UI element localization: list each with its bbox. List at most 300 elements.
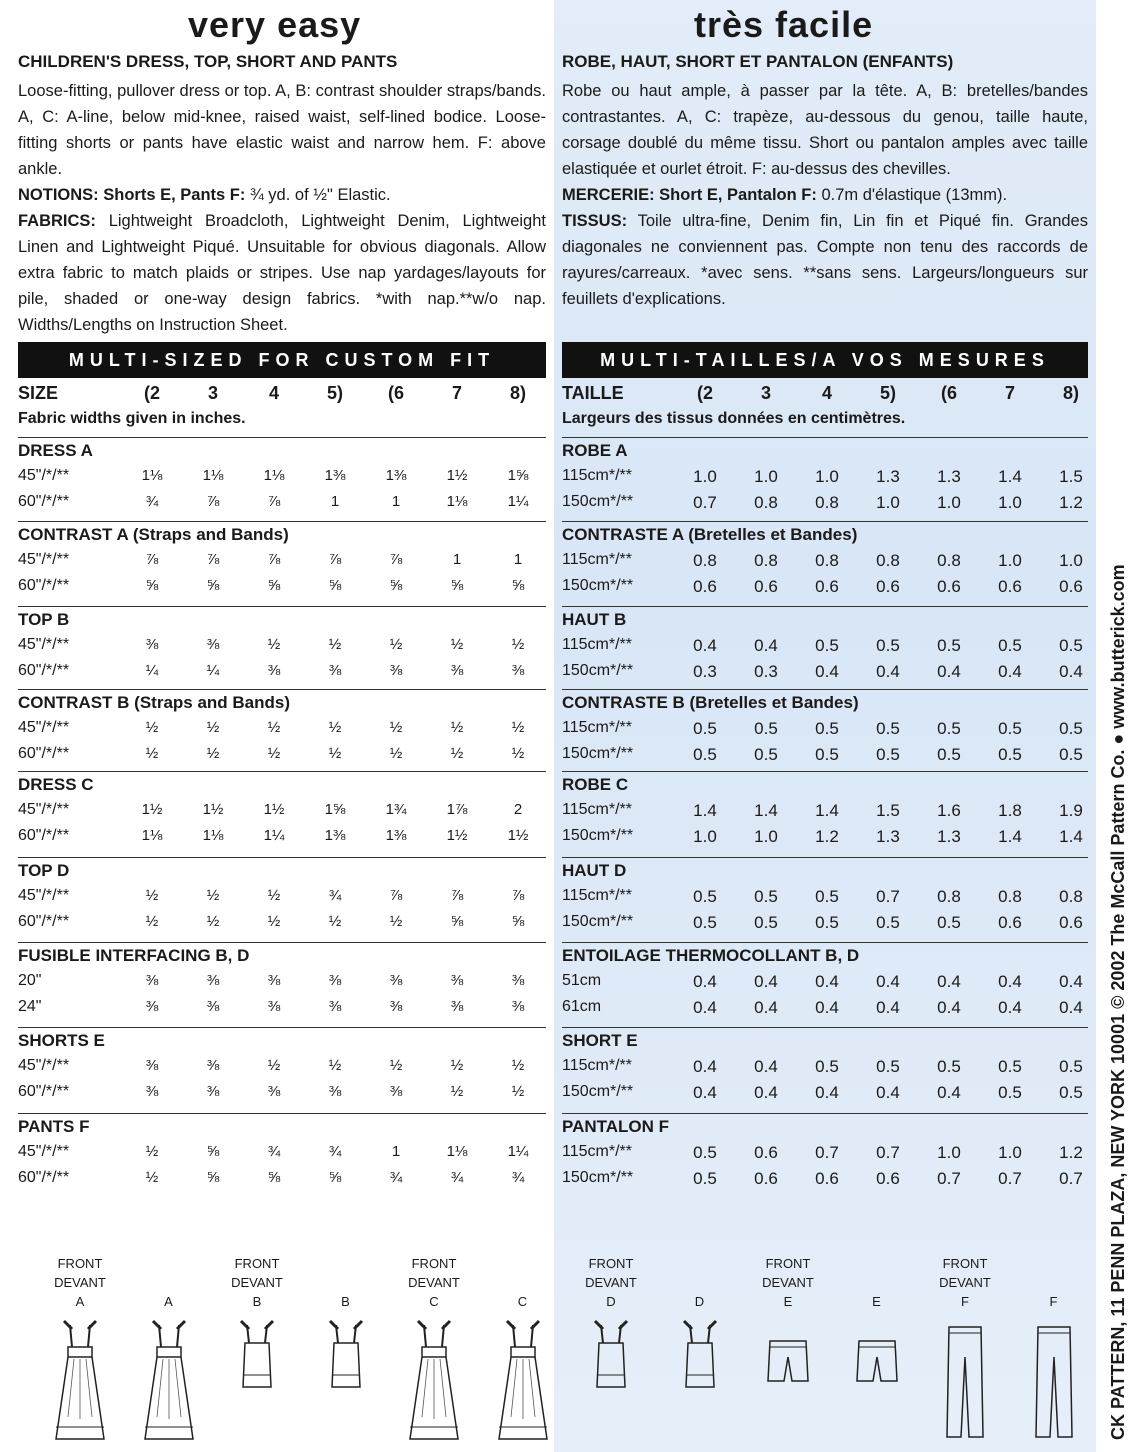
yardage-cell: ½ <box>267 913 281 930</box>
yardage-cell: 0.8 <box>998 887 1022 906</box>
yardage-cell: 0.5 <box>1059 1083 1083 1102</box>
yardage-cell: 0.8 <box>937 551 961 570</box>
yardage-cell: 1⅛ <box>446 493 468 510</box>
width-label: 45"/*/** <box>18 887 70 904</box>
yardage-cell: 0.5 <box>876 913 900 932</box>
yardage-cell: 0.6 <box>876 577 900 596</box>
yardage-cell: 0.5 <box>1059 719 1083 738</box>
yardage-cell: ½ <box>328 745 342 762</box>
yardage-cell: ¾ <box>328 1143 342 1160</box>
figure-c <box>404 1254 464 1445</box>
size-header: TAILLE <box>562 383 624 403</box>
yardage-cell: ½ <box>450 719 464 736</box>
figure-devant-label <box>670 1273 730 1292</box>
tissus-text: Toile ultra-fine, Denim fin, Lin fin et Piqué fin. Grandes diagonales ne conviennent pas. Compte non tenu des raccords de rayures/carreaux. *avec sens. **sans sens. Largeurs/longueurs sur feuillets d'explications. <box>562 212 1088 308</box>
yardage-cell: ⅜ <box>267 662 281 679</box>
section-divider <box>562 689 1088 690</box>
yardage-cell: 0.5 <box>693 745 717 764</box>
yardage-cell: 0.4 <box>693 1083 717 1102</box>
yardage-cell: 0.4 <box>937 998 961 1017</box>
yardage-cell: 0.4 <box>876 972 900 991</box>
figure-front-label <box>847 1254 907 1273</box>
figure-letter: A <box>164 1294 173 1309</box>
figure-front-label: FRONT <box>57 1256 103 1271</box>
yardage-cell: 1.4 <box>998 827 1022 846</box>
section-divider <box>562 437 1088 438</box>
yardage-cell: 0.4 <box>754 1057 778 1076</box>
width-label: 60"/*/** <box>18 577 70 594</box>
figure-front-label <box>316 1254 376 1273</box>
yardage-cell: 0.5 <box>815 1057 839 1076</box>
yardage-cell: 0.6 <box>998 913 1022 932</box>
yardage-cell: ⅜ <box>389 998 403 1015</box>
yardage-cell: ⅞ <box>389 551 403 568</box>
yardage-cell: ⅞ <box>206 551 220 568</box>
yardage-cell: ½ <box>389 913 403 930</box>
yardage-cell: ⅜ <box>450 662 464 679</box>
headline-fr: très facile <box>694 4 874 45</box>
yardage-cell: ¾ <box>389 1169 403 1186</box>
yardage-cell: ⅝ <box>267 577 281 594</box>
yardage-cell: ¾ <box>511 1169 525 1186</box>
yardage-cell: ⅞ <box>206 493 220 510</box>
yardage-cell: 0.5 <box>693 913 717 932</box>
section-title: PANTALON F <box>562 1117 670 1136</box>
yardage-cell: 0.6 <box>998 577 1022 596</box>
yardage-cell: 0.5 <box>693 887 717 906</box>
yardage-cell: ½ <box>450 745 464 762</box>
yardage-cell: 1¼ <box>507 493 529 510</box>
mercerie-text: 0.7m d'élastique (13mm). <box>821 186 1008 204</box>
yardage-cell: ⅝ <box>511 913 525 930</box>
multi-size-bar-en: MULTI-SIZED FOR CUSTOM FIT <box>18 342 546 378</box>
yardage-cell: 1⅜ <box>385 467 407 484</box>
garment-sketch-icon <box>847 1317 907 1445</box>
yardage-cell: 0.5 <box>937 913 961 932</box>
yardage-cell: ⅜ <box>328 1083 342 1100</box>
section-divider <box>18 771 546 772</box>
garment-sketch-icon <box>404 1317 464 1445</box>
garment-sketch-icon <box>758 1317 818 1445</box>
yardage-cell: 0.5 <box>815 913 839 932</box>
size-col-5: 7 <box>1004 383 1015 403</box>
figure-a <box>139 1254 199 1445</box>
size-col-2: 4 <box>821 383 832 403</box>
yardage-cell: 0.5 <box>815 719 839 738</box>
yardage-cell: ½ <box>511 745 525 762</box>
yardage-cell: 0.6 <box>754 1143 778 1162</box>
yardage-cell: 0.4 <box>693 998 717 1017</box>
yardage-cell: ⅞ <box>267 493 281 510</box>
yardage-cell: 0.5 <box>937 745 961 764</box>
yardage-cell: ⅜ <box>267 998 281 1015</box>
size-col-0: (2 <box>143 383 160 403</box>
figure-e <box>758 1254 818 1445</box>
figure-letter: B <box>341 1294 350 1309</box>
figure-devant-label <box>847 1273 907 1292</box>
figure-devant-label: DEVANT <box>762 1275 814 1290</box>
yardage-cell: 0.3 <box>693 662 717 681</box>
width-label: 60"/*/** <box>18 745 70 762</box>
yardage-cell: 0.7 <box>937 1169 961 1188</box>
yardage-cell: 0.4 <box>815 1083 839 1102</box>
section-title: SHORT E <box>562 1031 638 1050</box>
yardage-cell: ⅜ <box>267 972 281 989</box>
yardage-cell: ½ <box>328 1057 342 1074</box>
yardage-cell: 0.5 <box>876 745 900 764</box>
mercerie-label: MERCERIE: Short E, Pantalon F: <box>562 186 817 204</box>
figure-front-label <box>1024 1254 1084 1273</box>
description-fr <box>562 78 1088 312</box>
figure-front-label: FRONT <box>765 1256 811 1271</box>
yardage-cell: ⅜ <box>450 972 464 989</box>
yardage-cell: ⅜ <box>511 998 525 1015</box>
yardage-cell: ⅞ <box>145 551 159 568</box>
yardage-cell: 1⅛ <box>202 467 224 484</box>
width-label: 60"/*/** <box>18 493 70 510</box>
yardage-cell: 1½ <box>202 801 224 818</box>
widths-note: Fabric widths given in inches. <box>18 410 246 427</box>
yardage-cell: 1 <box>391 493 401 510</box>
yardage-cell: ⅝ <box>511 577 525 594</box>
figure-front-label: FRONT <box>411 1256 457 1271</box>
yardage-cell: 0.4 <box>998 972 1022 991</box>
yardage-cell: ¼ <box>145 662 159 679</box>
size-col-3: 5) <box>326 383 343 403</box>
figure-devant-label <box>1024 1273 1084 1292</box>
garment-sketch-icon <box>50 1317 110 1445</box>
width-label: 115cm*/** <box>562 1143 632 1160</box>
yardage-cell: 1¼ <box>263 827 285 844</box>
yardage-cell: 0.4 <box>693 636 717 655</box>
yardage-cell: 1.0 <box>998 1143 1022 1162</box>
section-title: ENTOILAGE THERMOCOLLANT B, D <box>562 946 860 965</box>
yardage-cell: 0.4 <box>876 1083 900 1102</box>
yardage-cell: 1.6 <box>937 801 961 820</box>
yardage-cell: 1.8 <box>998 801 1022 820</box>
yardage-cell: ⅜ <box>145 972 159 989</box>
section-title: DRESS A <box>18 441 93 460</box>
yardage-cell: 0.6 <box>815 577 839 596</box>
yardage-cell: 1½ <box>141 801 163 818</box>
yardage-cell: 1.0 <box>937 493 961 512</box>
width-label: 20" <box>18 972 42 989</box>
yardage-cell: 0.5 <box>876 1057 900 1076</box>
yardage-cell: ½ <box>389 745 403 762</box>
yardage-cell: ½ <box>328 719 342 736</box>
yardage-cell: 1 <box>330 493 340 510</box>
section-divider <box>18 606 546 607</box>
yardage-cell: 1⅛ <box>141 827 163 844</box>
yardage-cell: ½ <box>145 1169 159 1186</box>
yardage-cell: 0.7 <box>815 1143 839 1162</box>
yardage-cell: 0.5 <box>754 913 778 932</box>
yardage-cell: ½ <box>206 745 220 762</box>
figure-letter: E <box>783 1294 793 1309</box>
yardage-cell: ½ <box>511 719 525 736</box>
section-title: CONTRASTE B (Bretelles et Bandes) <box>562 693 859 712</box>
yardage-cell: ⅜ <box>389 662 403 679</box>
width-label: 150cm*/** <box>562 827 634 844</box>
yardage-cell: 0.4 <box>693 1057 717 1076</box>
yardage-cell: ⅜ <box>206 972 220 989</box>
yardage-cell: 1½ <box>507 827 529 844</box>
yardage-cell: 0.5 <box>693 1143 717 1162</box>
widths-note: Largeurs des tissus données en centimètres. <box>562 410 906 427</box>
yardage-cell: 0.4 <box>876 998 900 1017</box>
figure-letter: A <box>75 1294 85 1309</box>
garment-sketch-icon <box>935 1317 995 1445</box>
yardage-cell: 1⅛ <box>263 467 285 484</box>
yardage-cell: ½ <box>389 636 403 653</box>
yardage-cell: ⅜ <box>206 1083 220 1100</box>
yardage-cell: 0.4 <box>876 662 900 681</box>
figure-f <box>1024 1254 1084 1445</box>
yardage-cell: 1⅝ <box>324 801 346 818</box>
yardage-cell: ⅝ <box>206 577 220 594</box>
fabrics-text: Lightweight Broadcloth, Lightweight Denim, Lightweight Linen and Lightweight Piqué. Unsuitable for obvious diagonals. Allow extra fabric to match plaids or stripes. Use nap yardages/layouts for pile, shaded or one-way design fabrics. *with nap.**w/o nap. Widths/Lengths on Instruction Sheet. <box>18 212 546 334</box>
section-divider <box>18 857 546 858</box>
fabrics-label: FABRICS: <box>18 212 96 230</box>
yardage-cell: ⅝ <box>328 1169 342 1186</box>
section-title: CONTRAST B (Straps and Bands) <box>18 693 291 712</box>
yardage-cell: ½ <box>145 1143 159 1160</box>
yardage-cell: 1.0 <box>693 467 717 486</box>
figure-letter: B <box>252 1294 262 1309</box>
yardage-cell: 0.5 <box>754 719 778 738</box>
yardage-cell: 1⅛ <box>202 827 224 844</box>
yardage-cell: ½ <box>511 1083 525 1100</box>
section-title: ROBE A <box>562 441 628 460</box>
yardage-cell: ⅜ <box>511 662 525 679</box>
yardage-cell: ⅝ <box>450 577 464 594</box>
yardage-cell: ½ <box>206 913 220 930</box>
publisher-text: CK PATTERN, 11 PENN PLAZA, NEW YORK 10001 © 2002 The McCall Pattern Co. ● www.butterick.com <box>1108 564 1128 1440</box>
figure-letter: D <box>694 1294 705 1309</box>
notions-label: NOTIONS: Shorts E, Pants F: <box>18 186 246 204</box>
figure-front-label: FRONT <box>588 1256 634 1271</box>
yardage-cell: 0.6 <box>1059 577 1083 596</box>
yardage-cell: 0.8 <box>815 493 839 512</box>
yardage-cell: 0.5 <box>937 1057 961 1076</box>
yardage-cell: 0.3 <box>754 662 778 681</box>
yardage-cell: 0.7 <box>1059 1169 1083 1188</box>
yardage-cell: 1.0 <box>754 827 778 846</box>
yardage-cell: 1.2 <box>815 827 839 846</box>
section-divider <box>562 606 1088 607</box>
section-divider <box>18 689 546 690</box>
yardage-cell: 0.6 <box>754 577 778 596</box>
section-divider <box>18 1027 546 1028</box>
yardage-cell: ⅜ <box>206 1057 220 1074</box>
yardage-cell: 0.4 <box>1059 972 1083 991</box>
yardage-cell: ⅝ <box>450 913 464 930</box>
yardage-cell: ⅜ <box>389 1083 403 1100</box>
yardage-cell: ⅜ <box>145 1083 159 1100</box>
yardage-cell: 1.4 <box>1059 827 1083 846</box>
yardage-cell: ¾ <box>450 1169 464 1186</box>
yardage-cell: 1.4 <box>754 801 778 820</box>
width-label: 61cm <box>562 998 602 1015</box>
yardage-cell: 1.4 <box>998 467 1022 486</box>
width-label: 45"/*/** <box>18 551 70 568</box>
garment-sketch-icon <box>139 1317 199 1445</box>
section-divider <box>18 521 546 522</box>
size-col-0: (2 <box>696 383 713 403</box>
figure-d <box>670 1254 730 1445</box>
yardage-cell: ½ <box>145 719 159 736</box>
yardage-cell: ½ <box>450 1057 464 1074</box>
yardage-cell: 1.0 <box>1059 551 1083 570</box>
size-col-3: 5) <box>879 383 896 403</box>
figure-devant-label: DEVANT <box>231 1275 283 1290</box>
section-title: TOP D <box>18 861 70 880</box>
yardage-cell: 1.5 <box>876 801 900 820</box>
yardage-cell: 0.5 <box>754 887 778 906</box>
figure-d <box>581 1254 641 1445</box>
yardage-cell: 1 <box>513 551 523 568</box>
yardage-cell: 0.5 <box>815 636 839 655</box>
figure-devant-label: DEVANT <box>54 1275 106 1290</box>
yardage-cell: ½ <box>267 1057 281 1074</box>
size-col-4: (6 <box>940 383 957 403</box>
figure-letter: C <box>517 1294 528 1309</box>
width-label: 150cm*/** <box>562 913 634 930</box>
figure-devant-label <box>493 1273 553 1292</box>
yardage-cell: 0.4 <box>754 636 778 655</box>
width-label: 115cm*/** <box>562 636 632 653</box>
yardage-cell: ⅞ <box>511 887 525 904</box>
yardage-cell: 0.8 <box>876 551 900 570</box>
size-col-2: 4 <box>268 383 279 403</box>
figure-b <box>316 1254 376 1445</box>
figure-devant-label <box>316 1273 376 1292</box>
yardage-cell: 1½ <box>263 801 285 818</box>
yardage-cell: ⅜ <box>389 972 403 989</box>
figure-f <box>935 1254 995 1445</box>
yardage-cell: ⅝ <box>389 577 403 594</box>
multi-size-bar-fr: MULTI-TAILLES/A VOS MESURES <box>562 342 1088 378</box>
yardage-cell: 0.8 <box>693 551 717 570</box>
yardage-cell: 0.5 <box>693 719 717 738</box>
garment-sketch-icon <box>493 1317 553 1445</box>
yardage-cell: ½ <box>267 887 281 904</box>
english-column <box>0 0 550 1452</box>
width-label: 45"/*/** <box>18 1057 70 1074</box>
size-header: SIZE <box>18 383 59 403</box>
figure-letter: F <box>1049 1294 1058 1309</box>
size-col-6: 8) <box>509 383 526 403</box>
section-title: DRESS C <box>18 775 94 794</box>
yardage-cell: ⅞ <box>389 887 403 904</box>
yardage-cell: 0.4 <box>815 972 839 991</box>
width-label: 115cm*/** <box>562 467 632 484</box>
width-label: 24" <box>18 998 42 1015</box>
yardage-cell: 1 <box>391 1143 401 1160</box>
width-label: 115cm*/** <box>562 887 632 904</box>
width-label: 45"/*/** <box>18 801 70 818</box>
yardage-cell: 0.8 <box>754 551 778 570</box>
figure-front-label: FRONT <box>234 1256 280 1271</box>
figure-letter: D <box>606 1294 616 1309</box>
yardage-cell: ¾ <box>267 1143 281 1160</box>
yardage-cell: ⅜ <box>511 972 525 989</box>
yardage-cell: 0.6 <box>693 577 717 596</box>
garment-sketch-icon <box>1024 1317 1084 1445</box>
section-divider <box>562 857 1088 858</box>
yardage-cell: 0.7 <box>998 1169 1022 1188</box>
yardage-cell: 1½ <box>446 467 468 484</box>
size-col-1: 3 <box>207 383 218 403</box>
yardage-cell: ½ <box>389 1057 403 1074</box>
figure-letter: E <box>872 1294 881 1309</box>
notions-text: ¾ yd. of ½" Elastic. <box>249 186 391 204</box>
width-label: 115cm*/** <box>562 551 632 568</box>
yardage-cell: 0.7 <box>693 493 717 512</box>
garment-sketch-icon <box>670 1317 730 1445</box>
yardage-cell: 0.4 <box>1059 662 1083 681</box>
yardage-cell: ⅜ <box>328 998 342 1015</box>
width-label: 45"/*/** <box>18 636 70 653</box>
yardage-cell: 1.2 <box>1059 1143 1083 1162</box>
yardage-cell: 1.3 <box>876 827 900 846</box>
yardage-cell: 0.4 <box>1059 998 1083 1017</box>
desc-text-fr: Robe ou haut ample, à passer par la tête. A, B: bretelles/bandes contrastantes. A, C: trapèze, au-dessous du genou, taille haute, corsage doublé du même tissu. Short ou pantalon amples avec taille elastiquée et ourlet étroit. F: au-dessus des chevilles. <box>562 82 1088 178</box>
yardage-cell: ½ <box>267 745 281 762</box>
yardage-cell: 1.0 <box>937 1143 961 1162</box>
size-col-4: (6 <box>387 383 404 403</box>
yardage-cell: 0.8 <box>1059 887 1083 906</box>
yardage-cell: ⅜ <box>145 1057 159 1074</box>
section-title: CONTRASTE A (Bretelles et Bandes) <box>562 525 858 544</box>
yardage-cell: 0.6 <box>815 1169 839 1188</box>
width-label: 150cm*/** <box>562 577 634 594</box>
yardage-cell: 0.6 <box>937 577 961 596</box>
headline-en: very easy <box>188 4 362 45</box>
title-en: CHILDREN'S DRESS, TOP, SHORT AND PANTS <box>18 52 398 71</box>
yardage-cell: ½ <box>328 636 342 653</box>
figure-front-label <box>670 1254 730 1273</box>
french-column <box>554 0 1096 1452</box>
width-label: 115cm*/** <box>562 801 632 818</box>
yardage-cell: 0.4 <box>998 998 1022 1017</box>
width-label: 150cm*/** <box>562 745 634 762</box>
yardage-cell: 0.5 <box>815 745 839 764</box>
garment-sketch-icon <box>316 1317 376 1445</box>
figure-devant-label: DEVANT <box>939 1275 991 1290</box>
yardage-cell: 0.6 <box>876 1169 900 1188</box>
yardage-cell: 0.5 <box>998 1057 1022 1076</box>
yardage-cell: 1.0 <box>754 467 778 486</box>
yardage-cell: 1.5 <box>1059 467 1083 486</box>
yardage-cell: ¾ <box>328 887 342 904</box>
yardage-cell: 0.5 <box>754 745 778 764</box>
section-title: SHORTS E <box>18 1031 105 1050</box>
section-title: ROBE C <box>562 775 629 794</box>
yardage-cell: ½ <box>450 636 464 653</box>
figure-devant-label: DEVANT <box>408 1275 460 1290</box>
yardage-cell: 1.4 <box>693 801 717 820</box>
yardage-cell: 1¼ <box>507 1143 529 1160</box>
yardage-cell: ½ <box>145 887 159 904</box>
yardage-cell: 0.5 <box>876 636 900 655</box>
yardage-cell: 0.5 <box>1059 1057 1083 1076</box>
yardage-cell: 1.0 <box>815 467 839 486</box>
yardage-cell: 0.8 <box>815 551 839 570</box>
yardage-cell: 1 <box>452 551 462 568</box>
section-divider <box>18 1113 546 1114</box>
width-label: 115cm*/** <box>562 1057 632 1074</box>
